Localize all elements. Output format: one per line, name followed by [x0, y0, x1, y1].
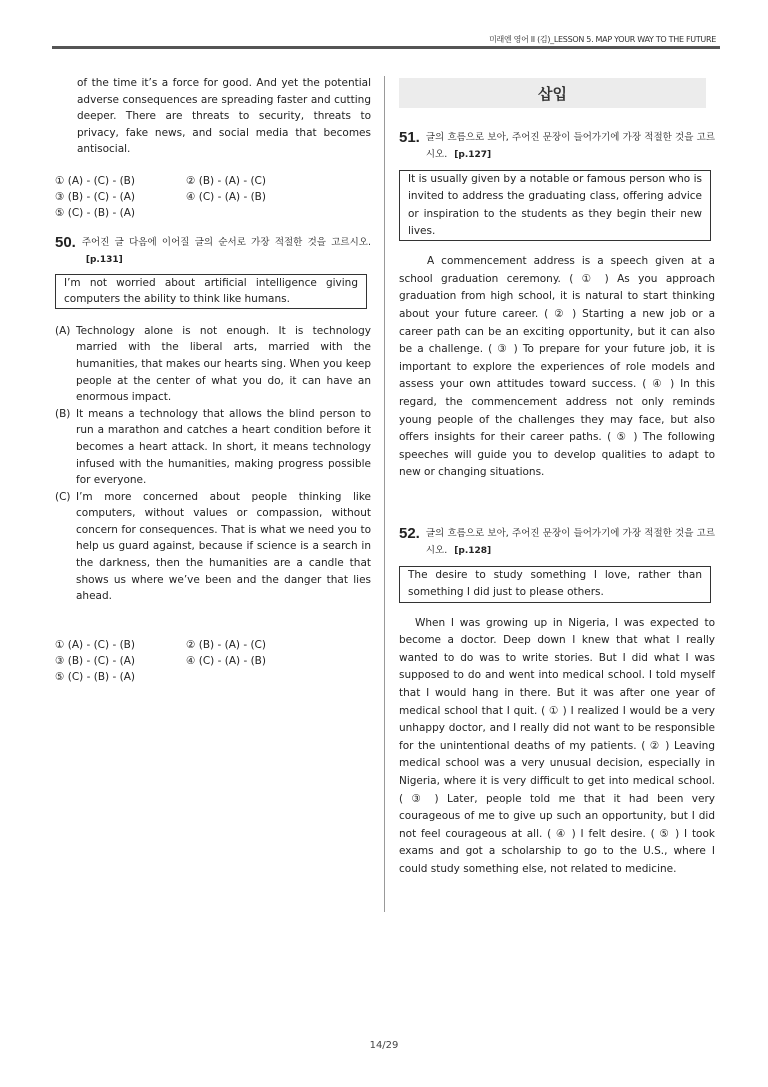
page-number: 14/29	[369, 1040, 399, 1051]
choice-5[interactable]: ⑤ (C) - (B) - (A)	[55, 671, 135, 684]
choice-1[interactable]: ① (A) - (C) - (B)	[55, 174, 135, 187]
header-rule	[52, 46, 720, 49]
given-sentence-box: The desire to study something I love, rather than something I did just to please others.	[399, 566, 711, 603]
question-prompt: 주어진 글 다음에 이어질 글의 순서로 가장 적절한 것을 고르시오.	[81, 236, 371, 248]
prev-choices	[55, 173, 371, 222]
paragraph-text: It means a technology that allows the blind person to run a marathon and catches a heart condition before it becomes a heart attack. In short, it means technology infused with the humanities, making progress possible for everyone.	[76, 407, 371, 487]
choice-1[interactable]: ① (A) - (C) - (B)	[55, 638, 135, 651]
choice-5[interactable]: ⑤ (C) - (B) - (A)	[55, 207, 135, 220]
passage: A commencement address is a speech given at a school graduation ceremony. ( ① ) As you approach graduation from high school, it is natural to start thinking about your future career. ( ② ) Starting a new job or a career path can be an exciting opportunity, but it can also be a challenge. ( ③ ) To prepare for your future job, it is important to explore the experiences of role models and assess your own attitudes toward success. ( ④ ) In this regard, the commencement address not only reminds young people of the challenges they may face, but also offers insights for their career paths. ( ⑤ ) The following speeches will guide you to develop qualities to adapt to new or changing situations.	[399, 255, 715, 479]
paragraph-text: I’m more concerned about people thinking like computers, without values or compassion, without concern for consequences. That is what we need you to help us guard against, because if science is a search in the darkness, then the humanities are a candle that shows us where we’ve been and the danger that lies ahead.	[76, 490, 371, 603]
question-52-header	[399, 525, 715, 560]
paragraph-text: Technology alone is not enough. It is technology married with the liberal arts, married with the humanities, that makes our hearts sing. When you keep people at the center of what you do, it can have an enormous impact.	[76, 324, 371, 404]
choice-3[interactable]: ③ (B) - (C) - (A)	[55, 655, 135, 668]
choice-2[interactable]: ② (B) - (A) - (C)	[186, 638, 266, 651]
paragraph-b	[55, 406, 371, 489]
prev-passage-tail: of the time it’s a force for good. And yet the potential adverse consequences are spreading faster and cutting deeper. There are threats to security, threats to privacy, fake news, and social media that becomes antisocial.	[77, 77, 371, 156]
choice-4[interactable]: ④ (C) - (A) - (B)	[186, 655, 266, 668]
question-prompt: 글의 흐름으로 보아, 주어진 문장이 들어가기에 가장 적절한 것을 고르시오.	[425, 528, 715, 556]
paragraph-c	[55, 489, 371, 605]
passage: When I was growing up in Nigeria, I was expected to become a doctor. Deep down I knew that what I really wanted to do was to write stories. But I did what I was supposed to do and went into medical school. I told myself that I would hang in there. But it was after one year of medical school that I quit. ( ① ) I realized I would be a very unhappy doctor, and I really did not want to be responsible for the unintentional deaths of my patients. ( ② ) Leaving medical school was a very unusual decision, especially in Nigeria, where it is very difficult to get into medical school. ( ③ ) Later, people told me that it had been very courageous of me to give up such an opportunity, but I did not feel courageous at all. ( ④ ) I felt desire. ( ⑤ ) I took exams and got a scholarship to go to the U.S., where I could study something else, not related to medicine.	[399, 616, 715, 875]
column-divider	[384, 76, 385, 912]
ordering-paragraphs	[55, 323, 371, 605]
question-52	[399, 525, 715, 879]
question-prompt: 글의 흐름으로 보아, 주어진 문장이 들어가기에 가장 적절한 것을 고르시오.	[425, 132, 715, 160]
question-number: 52.	[399, 525, 420, 542]
question-50-choices	[55, 637, 371, 686]
section-title-banner: 삽입	[399, 78, 706, 108]
given-sentence-box: It is usually given by a notable or famous person who is invited to address the graduating class, offering advice or inspiration to the students as they begin their new lives.	[399, 170, 711, 241]
choice-4[interactable]: ④ (C) - (A) - (B)	[186, 191, 266, 204]
paragraph-label: (B)	[55, 407, 71, 420]
paragraph-label: (A)	[55, 324, 71, 337]
question-51-header	[399, 129, 715, 164]
page-ref: [p.127]	[454, 150, 492, 160]
question-50-header	[55, 234, 371, 269]
running-header: 미래엔 영어 II (김)_LESSON 5. MAP YOUR WAY TO THE FUTURE	[489, 35, 716, 44]
choice-3[interactable]: ③ (B) - (C) - (A)	[55, 191, 135, 204]
left-column	[55, 75, 371, 685]
question-51	[399, 129, 715, 482]
question-number: 50.	[55, 233, 76, 251]
choice-2[interactable]: ② (B) - (A) - (C)	[186, 174, 266, 187]
page-ref: [p.131]	[85, 254, 123, 265]
paragraph-label: (C)	[55, 490, 71, 503]
given-sentence-box: I’m not worried about artificial intelligence giving computers the ability to think like humans.	[55, 274, 367, 309]
page-ref: [p.128]	[454, 546, 492, 556]
paragraph-a	[55, 323, 371, 406]
question-number: 51.	[399, 129, 420, 146]
